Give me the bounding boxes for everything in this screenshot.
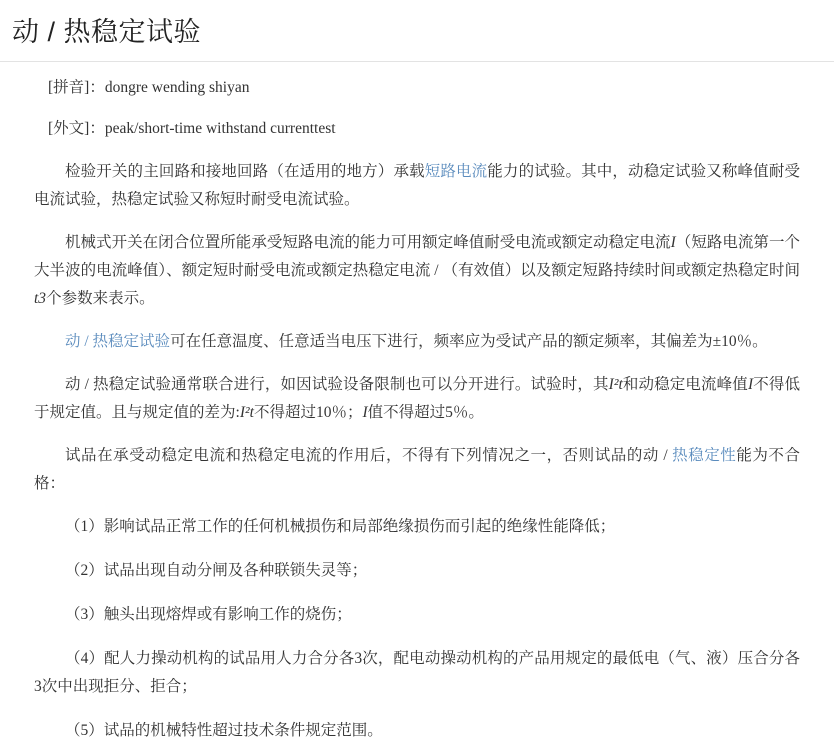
text-run: 和动稳定电流峰值 [622,376,748,393]
foreign-line [34,117,800,141]
text-run: 能力的试验。其中，动稳定试验又称峰值耐受电流试验，热稳定试验又称短时耐受电流试验。 [34,163,800,208]
text-run: 能为不合格： [34,447,800,492]
paragraph-5 [34,442,800,498]
list-item: （5）试品的机械特性超过技术条件规定范围。 [65,722,383,739]
text-run: 个参数来表示。 [46,290,155,307]
list-item: （3）触头出现熔焊或有影响工作的烧伤； [65,606,352,623]
text-run: 机械式开关在闭合位置所能承受短路电流的能力可用额定峰值耐受电流或额定动稳定电流 [65,234,671,251]
text-run: 值不得超过5％。 [367,404,484,421]
article-body [0,62,834,745]
paragraph-1 [34,158,800,214]
link-short-circuit-current[interactable]: 短路电流 [424,163,488,180]
text-run: 可在任意温度、任意适当电压下进行，频率应为受试产品的额定频率，其偏差为±10％。 [170,333,768,350]
link-thermal-stability[interactable]: 热稳定性 [672,447,737,464]
pinyin-label: [拼音]： [48,79,105,96]
list-item: （4）配人力操动机构的试品用人力合分各3次，配电动操动机构的产品用规定的最低电（气、液）压合分各 3次中出现拒分、拒合； [34,650,800,695]
symbol-i2t: I²t [608,376,623,393]
text-run: 动 / 热稳定试验通常联合进行，如因试验设备限制也可以分开进行。试验时，其 [65,376,609,393]
text-run: 不得超过10％； [253,404,363,421]
symbol-current: I [362,404,368,421]
pinyin-value: dongre wending shiyan [104,79,250,96]
paragraph-2 [34,229,800,313]
text-run: 检验开关的主回路和接地回路（在适用的地方）承载 [65,163,425,180]
symbol-time: t3 [34,290,47,307]
paragraph-3 [34,328,800,356]
page-title: 动 / 热稳定试验 [0,0,834,62]
link-dongre-wending-shiyan[interactable]: 动 / 热稳定试验 [65,333,171,350]
foreign-value: peak/short-time withstand currenttest [104,120,336,137]
pinyin-line [34,76,800,100]
paragraph-4 [34,371,800,427]
list-item: （1）影响试品正常工作的任何机械损伤和局部绝缘损伤而引起的绝缘性能降低； [65,518,616,535]
text-run: 试品在承受动稳定电流和热稳定电流的作用后，不得有下列情况之一，否则试品的动 / [65,447,673,464]
symbol-current: I [747,376,754,393]
text-run: 不得低于规定值。且与规定值的差为: [34,376,800,421]
symbol-current: I [670,234,676,251]
symbol-i2t: I²t [239,404,254,421]
text-run: （短路电流第一个大半波的电流峰值）、额定短时耐受电流或额定热稳定电流 / （有效值）以及额定短路持续时间或额定热稳定时间 [34,234,800,279]
foreign-label: [外文]： [48,120,105,137]
list-item: （2）试品出现自动分闸及各种联锁失灵等； [65,562,368,579]
